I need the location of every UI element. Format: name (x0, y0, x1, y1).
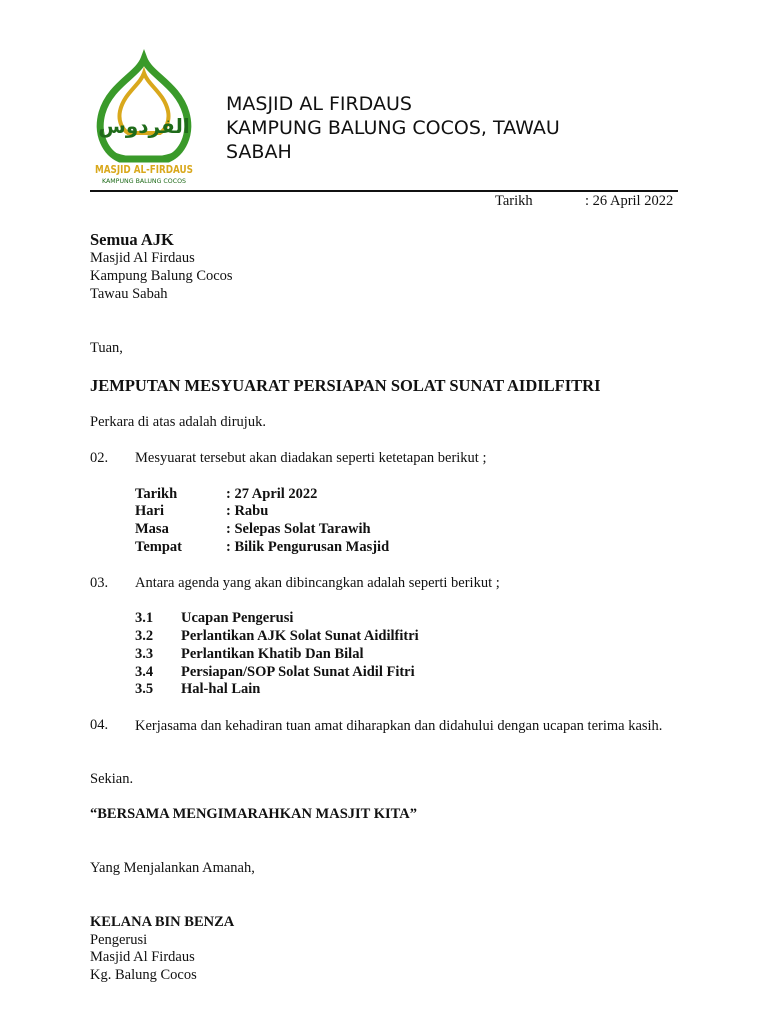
agenda-number: 3.2 (135, 628, 154, 644)
paragraph-04-text: Kerjasama dan kehadiran tuan amat diharapkan dan didahului dengan ucapan terima kasih. (135, 718, 663, 734)
date-label: Tarikh (495, 193, 533, 209)
agenda-item: Persiapan/SOP Solat Sunat Aidil Fitri (181, 664, 415, 680)
detail-value: : Selepas Solat Tarawih (226, 521, 371, 537)
logo-subline: KAMPUNG BALUNG COCOS (102, 178, 187, 185)
paragraph-02-text: Mesyuarat tersebut akan diadakan seperti ketetapan berikut ; (135, 450, 487, 466)
signatory-name: KELANA BIN BENZA (90, 914, 235, 930)
agenda-item: Perlantikan Khatib Dan Bilal (181, 646, 364, 662)
closing: Sekian. (90, 771, 134, 787)
letterhead-line-3: SABAH (226, 141, 292, 163)
letter-subject: JEMPUTAN MESYUARAT PERSIAPAN SOLAT SUNAT AIDILFITRI (90, 376, 601, 395)
recipient-address-line: Tawau Sabah (90, 286, 168, 302)
slogan: “BERSAMA MENGIMARAHKAN MASJIT KITA” (90, 806, 417, 822)
agenda-number: 3.3 (135, 646, 154, 662)
detail-label: Tarikh (135, 486, 178, 502)
signatory-place: Kg. Balung Cocos (90, 967, 197, 983)
agenda-number: 3.1 (135, 610, 154, 626)
recipient-address-line: Masjid Al Firdaus (90, 250, 195, 266)
detail-value: : Bilik Pengurusan Masjid (226, 539, 390, 555)
date-value: : 26 April 2022 (585, 193, 674, 209)
detail-value: : 27 April 2022 (226, 486, 318, 502)
detail-label: Tempat (135, 539, 182, 555)
salutation: Tuan, (90, 340, 123, 356)
letterhead-divider (90, 190, 678, 192)
detail-label: Masa (135, 521, 169, 537)
agenda-number: 3.5 (135, 681, 154, 697)
logo-wordmark: MASJID AL-FIRDAUS (95, 163, 194, 176)
signatory-org: Masjid Al Firdaus (90, 949, 195, 965)
signoff: Yang Menjalankan Amanah, (90, 860, 255, 876)
detail-value: : Rabu (226, 503, 269, 519)
agenda-number: 3.4 (135, 664, 154, 680)
intro-paragraph: Perkara di atas adalah dirujuk. (90, 414, 266, 430)
paragraph-number: 03. (90, 575, 109, 591)
agenda-item: Perlantikan AJK Solat Sunat Aidilfitri (181, 628, 419, 644)
logo-calligraphy: الفردوس (98, 114, 190, 138)
signatory-title: Pengerusi (90, 932, 148, 948)
letterhead-line-2: KAMPUNG BALUNG COCOS, TAWAU (226, 117, 560, 139)
mosque-logo (92, 55, 196, 187)
agenda-item: Ucapan Pengerusi (181, 610, 294, 626)
letterhead-line-1: MASJID AL FIRDAUS (226, 93, 412, 115)
agenda-item: Hal-hal Lain (181, 681, 261, 697)
paragraph-number: 02. (90, 450, 109, 466)
detail-label: Hari (135, 503, 164, 519)
paragraph-number: 04. (90, 717, 109, 733)
recipient-name: Semua AJK (90, 230, 174, 249)
recipient-address-line: Kampung Balung Cocos (90, 268, 233, 284)
paragraph-03-text: Antara agenda yang akan dibincangkan adalah seperti berikut ; (135, 575, 500, 591)
